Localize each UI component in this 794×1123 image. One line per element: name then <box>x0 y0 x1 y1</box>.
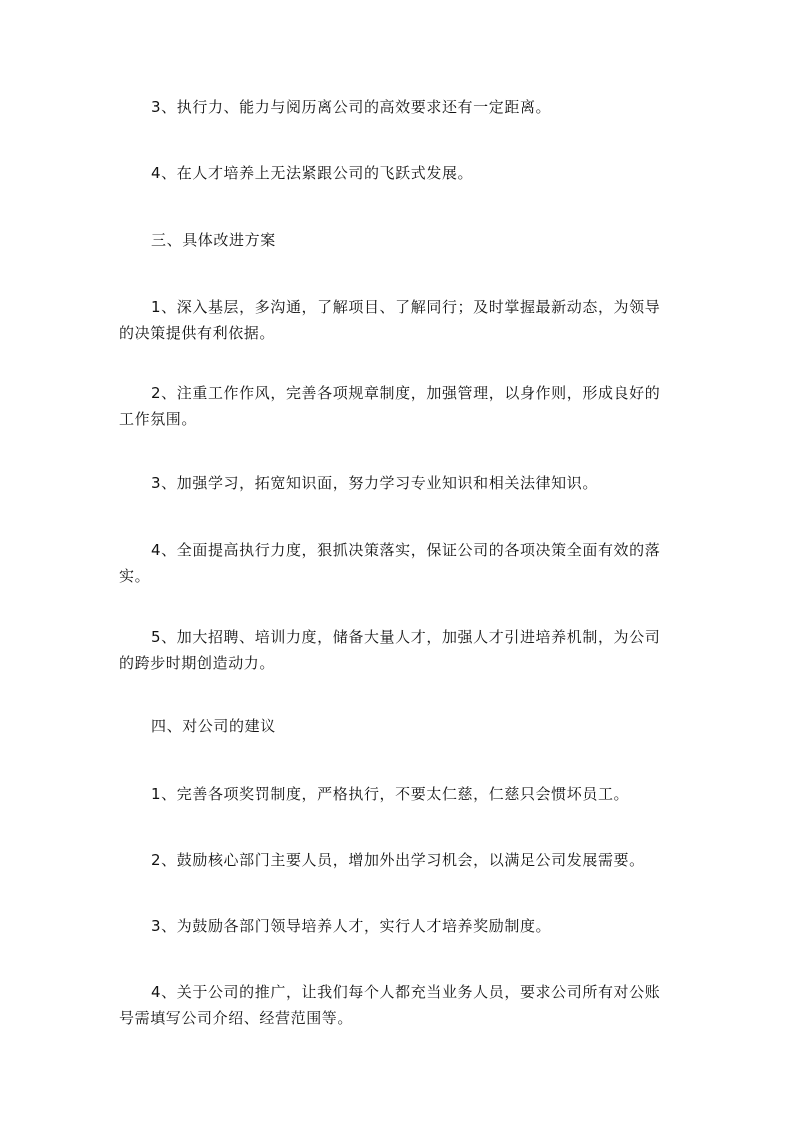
suggestion-item-4: 4、关于公司的推广，让我们每个人都充当业务人员，要求公司所有对公账号需填写公司介绍、经营范围等。 <box>119 983 661 1027</box>
list-item-4-talent: 4、在人才培养上无法紧跟公司的飞跃式发展。 <box>151 164 474 182</box>
improvement-item-2: 2、注重工作作风，完善各项规章制度，加强管理，以身作则，形成良好的工作氛围。 <box>119 384 661 428</box>
section-heading-improvement: 三、具体改进方案 <box>151 231 276 249</box>
improvement-item-5: 5、加大招聘、培训力度，储备大量人才，加强人才引进培养机制，为公司的跨步时期创造动力。 <box>119 628 661 672</box>
improvement-item-3: 3、加强学习，拓宽知识面，努力学习专业知识和相关法律知识。 <box>151 474 598 492</box>
improvement-item-4: 4、全面提高执行力度，狠抓决策落实，保证公司的各项决策全面有效的落实。 <box>119 541 661 585</box>
suggestion-item-2: 2、鼓励核心部门主要人员，增加外出学习机会，以满足公司发展需要。 <box>151 851 645 869</box>
suggestion-item-1: 1、完善各项奖罚制度，严格执行，不要太仁慈，仁慈只会惯坏员工。 <box>151 785 630 803</box>
suggestion-item-3: 3、为鼓励各部门领导培养人才，实行人才培养奖励制度。 <box>151 917 552 935</box>
improvement-item-1: 1、深入基层，多沟通，了解项目、了解同行；及时掌握最新动态，为领导的决策提供有利依据。 <box>119 298 661 342</box>
section-heading-suggestions: 四、对公司的建议 <box>151 717 276 735</box>
list-item-3-execution: 3、执行力、能力与阅历离公司的高效要求还有一定距离。 <box>151 98 552 116</box>
